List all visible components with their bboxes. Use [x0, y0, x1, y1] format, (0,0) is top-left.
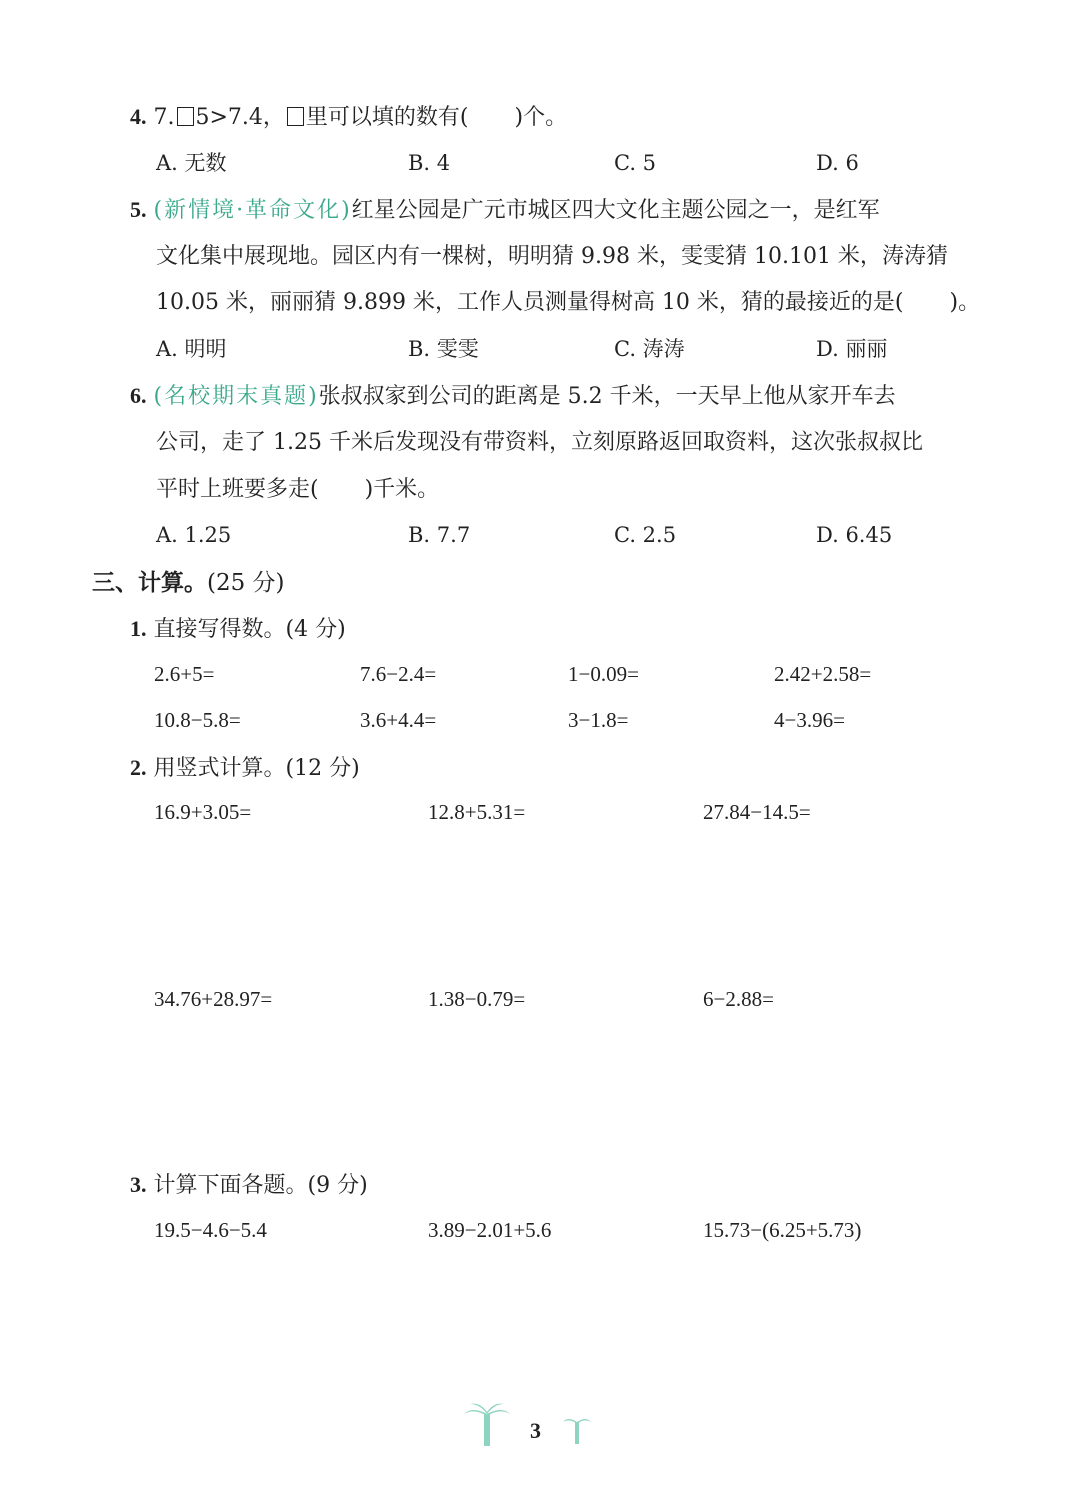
expression: 10.8−5.8=	[154, 708, 241, 732]
question-4	[130, 106, 567, 129]
option-b: B. 7.7	[408, 523, 471, 547]
part-number: 3.	[130, 1172, 147, 1197]
part-2-heading	[130, 757, 360, 780]
part-title: 直接写得数。	[153, 617, 286, 642]
page-number: 3	[530, 1418, 541, 1443]
question-text-line: 公司，走了 1.25 千米后发现没有带资料，立刻原路返回取资料，这次张叔叔比	[156, 430, 923, 455]
expression: 34.76+28.97=	[154, 987, 273, 1011]
expression: 3−1.8=	[568, 708, 629, 732]
section-title: 三、计算。	[92, 569, 207, 596]
question-number: 5.	[130, 197, 147, 222]
question-text-c: 里可以填的数有(	[305, 105, 469, 130]
expression: 16.9+3.05=	[154, 800, 252, 824]
question-5	[130, 199, 880, 222]
option-a: A. 明明	[156, 337, 227, 361]
option-c: C. 涛涛	[614, 337, 685, 361]
question-text-d: )个。	[514, 105, 568, 130]
expression: 1−0.09=	[568, 662, 639, 686]
option-a: A. 无数	[156, 151, 227, 175]
question-6	[130, 385, 896, 408]
part-title: 用竖式计算。	[153, 756, 286, 781]
question-text-end: )。	[949, 290, 981, 315]
expression: 3.89−2.01+5.6	[428, 1218, 552, 1242]
expression: 27.84−14.5=	[703, 800, 811, 824]
question-text-line: 文化集中展现地。园区内有一棵树，明明猜 9.98 米，雯雯猜 10.101 米，涛涛猜	[156, 244, 948, 269]
expression: 3.6+4.4=	[360, 708, 437, 732]
question-tag: (名校期末真题)	[153, 384, 319, 409]
expression: 2.6+5=	[154, 662, 215, 686]
part-points: (4 分)	[285, 617, 346, 642]
option-c: C. 5	[614, 151, 657, 175]
question-text-line: 平时上班要多走(	[156, 477, 319, 502]
part-number: 1.	[130, 616, 147, 641]
expression: 4−3.96=	[774, 708, 845, 732]
option-a: A. 1.25	[156, 523, 232, 547]
expression: 2.42+2.58=	[774, 662, 872, 686]
part-3-heading	[130, 1174, 368, 1197]
part-number: 2.	[130, 755, 147, 780]
expression: 6−2.88=	[703, 987, 774, 1011]
question-number: 4.	[130, 104, 147, 129]
expression: 7.6−2.4=	[360, 662, 437, 686]
section-points: (25 分)	[207, 570, 285, 596]
part-title: 计算下面各题。	[153, 1173, 308, 1198]
palm-tree-icon	[562, 1412, 592, 1446]
question-number: 6.	[130, 383, 147, 408]
expression: 12.8+5.31=	[428, 800, 526, 824]
blank-box	[177, 107, 194, 126]
section-heading	[92, 571, 285, 595]
question-text-end: )千米。	[364, 477, 440, 502]
option-d: D. 丽丽	[816, 337, 888, 361]
expression: 19.5−4.6−5.4	[154, 1218, 267, 1242]
option-c: C. 2.5	[614, 523, 677, 547]
question-text-line: 红星公园是广元市城区四大文化主题公园之一，是红军	[351, 198, 880, 223]
part-points: (12 分)	[285, 756, 360, 781]
option-b: B. 4	[408, 151, 451, 175]
question-text-line: 10.05 米，丽丽猜 9.899 米，工作人员测量得树高 10 米，猜的最接近的是(	[156, 290, 904, 315]
question-5-line-3	[156, 292, 980, 314]
question-text-a: 7.	[153, 105, 175, 130]
question-text-b: 5>7.4，	[195, 105, 285, 130]
option-d: D. 6.45	[816, 523, 893, 547]
expression: 1.38−0.79=	[428, 987, 526, 1011]
option-d: D. 6	[816, 151, 859, 175]
part-points: (9 分)	[307, 1173, 368, 1198]
question-tag: (新情境·革命文化)	[153, 198, 352, 223]
palm-tree-icon	[462, 1400, 512, 1448]
question-text-line: 张叔叔家到公司的距离是 5.2 千米，一天早上他从家开车去	[318, 384, 896, 409]
question-6-line-3	[156, 479, 439, 501]
option-b: B. 雯雯	[408, 337, 479, 361]
part-1-heading	[130, 618, 346, 641]
expression: 15.73−(6.25+5.73)	[703, 1218, 862, 1242]
blank-box	[287, 107, 304, 126]
